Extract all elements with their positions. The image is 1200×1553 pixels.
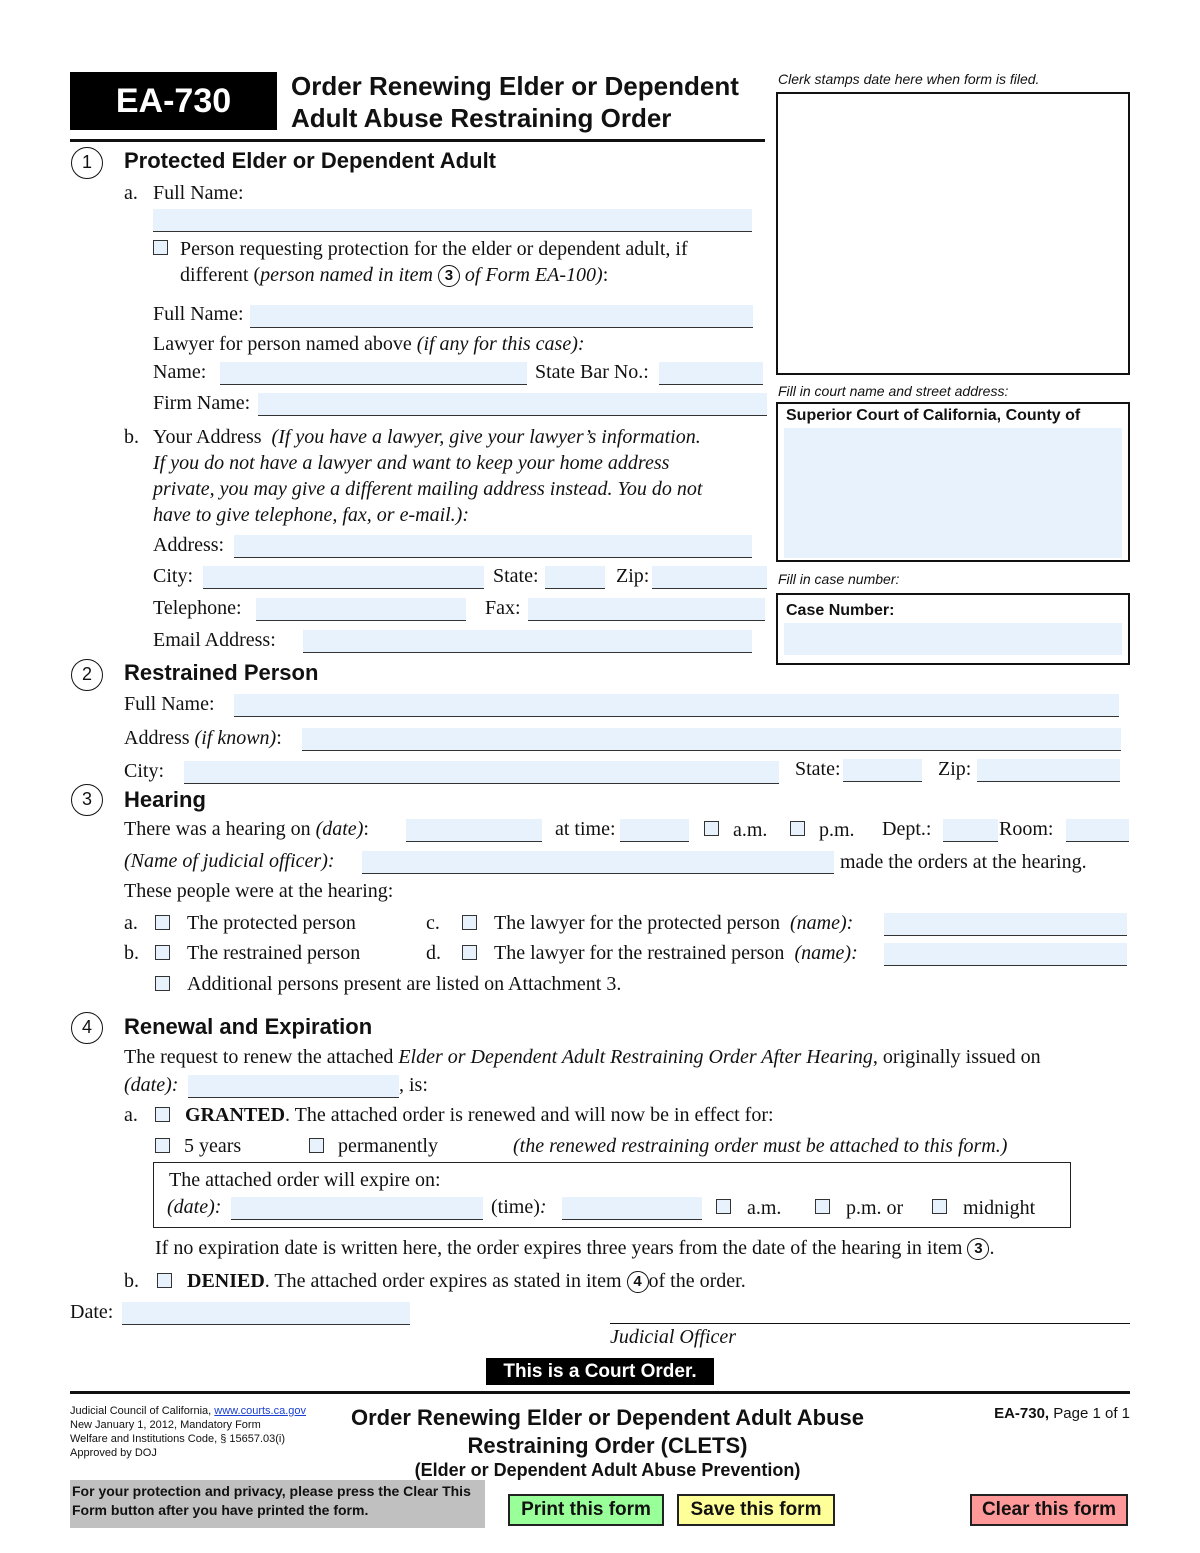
section-1-title: Protected Elder or Dependent Adult xyxy=(124,148,497,173)
denied-rest: . The attached order expires as stated in item xyxy=(264,1270,622,1292)
restrained-address-note: (if known) xyxy=(194,727,277,749)
hearing-colon: : xyxy=(363,818,369,840)
restrained-address-text: Address xyxy=(124,727,190,749)
granted-rest: . The attached order is renewed and will now be in effect for: xyxy=(285,1104,774,1126)
section-3-title: Hearing xyxy=(124,787,206,812)
lawyer-name-label: Name: xyxy=(153,361,207,383)
clerk-stamp-box xyxy=(776,92,1130,375)
state-field[interactable] xyxy=(545,566,605,589)
clerk-stamp-label: Clerk stamps date here when form is filed. xyxy=(778,71,1040,87)
granted-marker: a. xyxy=(124,1104,138,1126)
zip-field[interactable] xyxy=(652,566,767,589)
restrained-state-field[interactable] xyxy=(843,759,922,782)
lawyer-label-text: Lawyer for person named above xyxy=(153,333,412,355)
form-id-badge: EA-730 xyxy=(70,72,277,130)
expire-on-label: The attached order will expire on: xyxy=(169,1169,441,1191)
people-a-marker: a. xyxy=(124,912,138,934)
firm-name-label: Firm Name: xyxy=(153,392,251,414)
privacy-notice: For your protection and privacy, please press the Clear This Form button after you have printed the form. xyxy=(70,1480,485,1528)
state-label: State: xyxy=(493,565,539,587)
requesting-text-a: different ( xyxy=(180,264,261,286)
fax-field[interactable] xyxy=(528,598,765,621)
item-3-ref-icon-2: 3 xyxy=(967,1238,989,1260)
address-intro-text: Your Address xyxy=(153,426,262,448)
footer-council-line xyxy=(70,1404,306,1418)
hearing-text-main: There was a hearing on xyxy=(124,818,311,840)
address-intro xyxy=(153,425,701,449)
denied-label: DENIED xyxy=(187,1270,265,1292)
no-expiration-text xyxy=(155,1236,994,1260)
renewal-request-b: , originally issued on xyxy=(872,1046,1041,1068)
section-2-title: Restrained Person xyxy=(124,660,319,685)
section-4-number: 4 xyxy=(71,1012,103,1044)
case-number-label-top: Fill in case number: xyxy=(778,571,900,587)
lawyer-restrained-name-field[interactable] xyxy=(884,943,1127,966)
restrained-zip-label: Zip: xyxy=(938,758,972,780)
footer-title xyxy=(330,1404,885,1460)
lawyer-protected-label xyxy=(494,911,853,935)
address-field[interactable] xyxy=(234,535,752,558)
save-form-button[interactable]: Save this form xyxy=(677,1494,835,1526)
renewal-issue-date-field[interactable] xyxy=(188,1075,399,1098)
room-field[interactable] xyxy=(1066,819,1129,842)
address-label: Address: xyxy=(153,534,225,556)
additional-persons-checkbox[interactable] xyxy=(155,976,170,991)
item-4-ref-icon: 4 xyxy=(627,1271,649,1293)
five-years-checkbox[interactable] xyxy=(155,1138,170,1153)
requesting-person-checkbox[interactable] xyxy=(153,240,168,255)
lawyer-label xyxy=(153,332,585,356)
court-name-label: Fill in court name and street address: xyxy=(778,383,1009,399)
signature-date-field[interactable] xyxy=(122,1302,410,1325)
footer-council: Judicial Council of California, xyxy=(70,1405,212,1417)
case-number-label: Case Number: xyxy=(786,602,895,619)
expire-pm-checkbox[interactable] xyxy=(815,1199,830,1214)
lawyer-protected-name-note: (name): xyxy=(790,912,854,934)
denied-text xyxy=(187,1269,746,1293)
section-1b-marker: b. xyxy=(124,426,139,448)
restrained-full-name-label: Full Name: xyxy=(124,693,215,715)
footer-title-line1: Order Renewing Elder or Dependent Adult Abuse xyxy=(351,1405,864,1430)
court-address-field[interactable] xyxy=(784,428,1122,558)
five-years-label: 5 years xyxy=(184,1135,242,1157)
footer-page-info xyxy=(960,1405,1130,1422)
lawyer-protected-name-field[interactable] xyxy=(884,913,1127,936)
expire-time-field[interactable] xyxy=(562,1197,702,1220)
footer-approved: Approved by DOJ xyxy=(70,1447,157,1459)
telephone-label: Telephone: xyxy=(153,597,242,619)
section-3-number: 3 xyxy=(71,784,103,816)
lawyer-label-note: (if any for this case): xyxy=(416,333,585,355)
item-3-ref-icon: 3 xyxy=(438,265,460,287)
lawyer-name-field[interactable] xyxy=(220,362,527,385)
granted-checkbox[interactable] xyxy=(155,1107,170,1122)
footer-page-number: Page 1 of 1 xyxy=(1053,1405,1130,1422)
hearing-pm-checkbox[interactable] xyxy=(790,821,805,836)
form-title-line1: Order Renewing Elder or Dependent xyxy=(291,71,739,101)
protected-person-checkbox[interactable] xyxy=(155,915,170,930)
restrained-person-label: The restrained person xyxy=(187,942,361,964)
renewal-request-text xyxy=(124,1045,1041,1069)
lawyer-restrained-label xyxy=(494,941,858,965)
telephone-field[interactable] xyxy=(256,598,466,621)
restrained-person-checkbox[interactable] xyxy=(155,945,170,960)
permanently-label: permanently xyxy=(338,1135,438,1157)
print-form-button[interactable]: Print this form xyxy=(508,1494,664,1526)
requesting-person-text-2 xyxy=(180,263,608,287)
expire-time-text: (time) xyxy=(491,1196,540,1218)
email-field[interactable] xyxy=(303,630,752,653)
restrained-city-field[interactable] xyxy=(184,761,779,784)
expire-am-checkbox[interactable] xyxy=(716,1199,731,1214)
no-expiration-main: If no expiration date is written here, the order expires three years from the date of the hearing in item xyxy=(155,1237,963,1259)
state-bar-label: State Bar No.: xyxy=(535,361,649,383)
footer-title-line2: Restraining Order (CLETS) xyxy=(467,1433,748,1458)
expire-date-label: (date): xyxy=(167,1196,222,1218)
signature-line xyxy=(610,1323,1130,1324)
denied-end: of the order. xyxy=(648,1270,746,1292)
denied-marker: b. xyxy=(124,1270,139,1292)
hearing-am-label: a.m. xyxy=(733,819,768,841)
hearing-text xyxy=(124,817,369,841)
protected-full-name-field[interactable] xyxy=(153,209,752,232)
court-order-banner: This is a Court Order. xyxy=(486,1358,714,1385)
form-title-line2: Adult Abuse Restraining Order xyxy=(291,103,672,133)
hearing-time-label: at time: xyxy=(555,818,616,840)
form-title xyxy=(291,70,739,134)
hearing-date-field[interactable] xyxy=(406,819,542,842)
expire-midnight-label: midnight xyxy=(963,1197,1036,1219)
court-name-box xyxy=(776,402,1130,562)
address-note-2: If you do not have a lawyer and want to keep your home address xyxy=(153,452,670,474)
city-field[interactable] xyxy=(203,566,484,589)
expire-time-colon: : xyxy=(539,1196,547,1218)
restrained-address-field[interactable] xyxy=(302,728,1121,751)
protected-full-name-label: Full Name: xyxy=(153,182,244,204)
hearing-am-checkbox[interactable] xyxy=(704,821,719,836)
restrained-address-label xyxy=(124,726,282,750)
judicial-officer-field[interactable] xyxy=(362,851,834,874)
made-orders-text: made the orders at the hearing. xyxy=(840,851,1087,873)
section-1-number: 1 xyxy=(71,147,103,179)
no-expiration-period: . xyxy=(989,1237,995,1259)
attach-note: (the renewed restraining order must be attached to this form.) xyxy=(513,1135,1008,1157)
restrained-zip-field[interactable] xyxy=(977,759,1120,782)
people-present-text: These people were at the hearing: xyxy=(124,880,394,902)
email-label: Email Address: xyxy=(153,629,276,651)
restrained-state-label: State: xyxy=(795,758,841,780)
court-name-prefill: Superior Court of California, County of xyxy=(786,407,1081,424)
people-b-marker: b. xyxy=(124,942,139,964)
hearing-date-note: (date) xyxy=(315,818,364,840)
room-label: Room: xyxy=(999,818,1054,840)
renewal-date-label: (date): xyxy=(124,1074,179,1096)
renewal-request-order: Elder or Dependent Adult Restraining Order After Hearing xyxy=(398,1046,873,1068)
protected-person-label: The protected person xyxy=(187,912,356,934)
renewal-request-a: The request to renew the attached xyxy=(124,1046,394,1068)
footer-form-id: EA-730, xyxy=(994,1405,1050,1422)
expire-time-label xyxy=(491,1195,547,1219)
permanently-checkbox[interactable] xyxy=(309,1138,324,1153)
dept-field[interactable] xyxy=(943,819,998,842)
footer-website-link[interactable]: www.courts.ca.gov xyxy=(214,1405,306,1417)
address-note-3: private, you may give a different mailing address instead. You do not xyxy=(153,478,703,500)
granted-label: GRANTED xyxy=(185,1104,286,1126)
section-4-title: Renewal and Expiration xyxy=(124,1014,373,1039)
additional-persons-label: Additional persons present are listed on Attachment 3. xyxy=(187,973,622,995)
section-1a-marker: a. xyxy=(124,182,138,204)
footer-code: Welfare and Institutions Code, § 15657.03(i) xyxy=(70,1433,286,1445)
signature-date-label: Date: xyxy=(70,1301,114,1323)
section-2-number: 2 xyxy=(71,659,103,691)
requester-full-name-field[interactable] xyxy=(250,305,753,328)
restrained-full-name-field[interactable] xyxy=(234,694,1119,717)
clear-form-button[interactable]: Clear this form xyxy=(970,1494,1128,1526)
requesting-text-b: person named in item xyxy=(260,264,433,286)
people-d-marker: d. xyxy=(426,942,441,964)
restrained-city-label: City: xyxy=(124,760,165,782)
footer-citation xyxy=(70,1404,306,1460)
renewal-is-text: , is: xyxy=(399,1074,428,1096)
judicial-officer-label: (Name of judicial officer): xyxy=(124,850,335,872)
address-note-1: (If you have a lawyer, give your lawyer’s information. xyxy=(271,426,701,448)
case-number-field[interactable] xyxy=(784,623,1122,655)
footer-new-date: New January 1, 2012, Mandatory Form xyxy=(70,1419,261,1431)
expire-am-label: a.m. xyxy=(747,1197,782,1219)
address-note-4: have to give telephone, fax, or e-mail.): xyxy=(153,504,469,526)
expire-midnight-checkbox[interactable] xyxy=(932,1199,947,1214)
footer-rule xyxy=(70,1391,1130,1394)
restrained-address-colon: : xyxy=(276,727,282,749)
hearing-time-field[interactable] xyxy=(620,819,689,842)
expire-date-field[interactable] xyxy=(231,1197,483,1220)
requesting-person-text-1: Person requesting protection for the elder or dependent adult, if xyxy=(180,238,688,260)
case-number-box xyxy=(776,593,1130,665)
fax-label: Fax: xyxy=(485,597,521,619)
denied-checkbox[interactable] xyxy=(157,1273,172,1288)
zip-label: Zip: xyxy=(616,565,650,587)
firm-name-field[interactable] xyxy=(258,393,767,416)
people-c-marker: c. xyxy=(426,912,440,934)
requester-full-name-label: Full Name: xyxy=(153,303,244,325)
city-label: City: xyxy=(153,565,194,587)
lawyer-protected-text: The lawyer for the protected person xyxy=(494,912,780,934)
expire-pm-label: p.m. or xyxy=(846,1197,904,1219)
requesting-text-d: : xyxy=(602,264,609,286)
header-rule xyxy=(70,139,765,142)
dept-label: Dept.: xyxy=(882,818,932,840)
judicial-officer-signature-label: Judicial Officer xyxy=(610,1326,737,1348)
lawyer-restrained-name-note: (name): xyxy=(794,942,858,964)
lawyer-restrained-checkbox[interactable] xyxy=(462,945,477,960)
granted-text xyxy=(185,1103,774,1127)
hearing-pm-label: p.m. xyxy=(819,819,855,841)
state-bar-field[interactable] xyxy=(659,362,763,385)
footer-subtitle: (Elder or Dependent Adult Abuse Prevention) xyxy=(414,1460,801,1480)
lawyer-restrained-text: The lawyer for the restrained person xyxy=(494,942,785,964)
requesting-text-c: of Form EA-100) xyxy=(464,264,603,286)
lawyer-protected-checkbox[interactable] xyxy=(462,915,477,930)
